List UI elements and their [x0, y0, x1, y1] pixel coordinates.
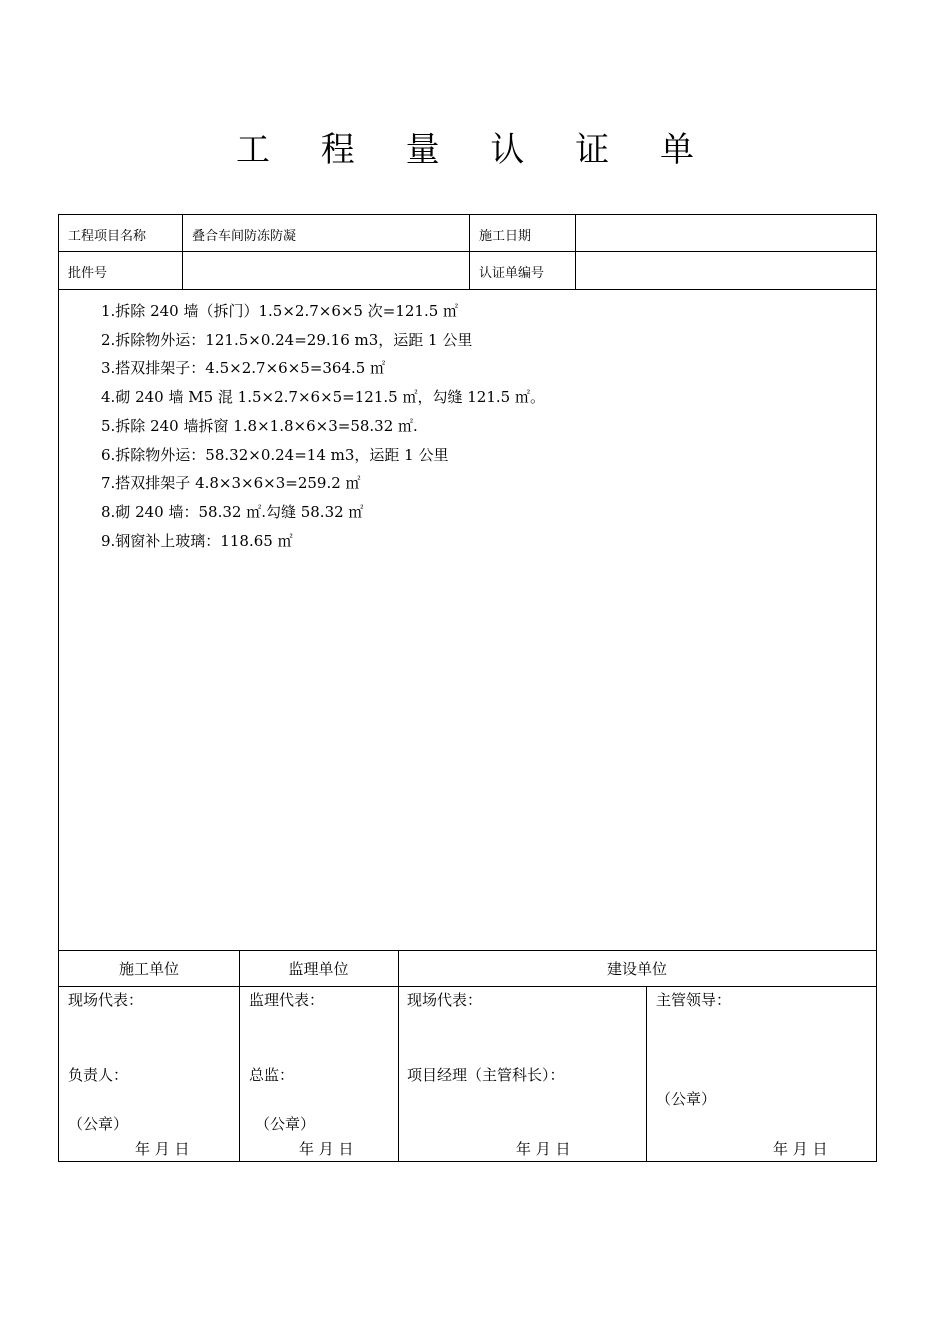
supervisor-date: 年 月 日 [299, 1140, 354, 1158]
contractor-site-rep: 现场代表： [68, 991, 144, 1009]
owner-seal: （公章） [656, 1090, 717, 1108]
work-item: 1.拆除 240 墙（拆门）1.5×2.7×6×5 次=121.5 ㎡ [101, 302, 459, 320]
owner-project-manager: 项目经理（主管科长）： [407, 1066, 565, 1084]
page-title: 工 程 量 认 证 单 [235, 130, 715, 170]
work-item: 4.砌 240 墙 M5 混 1.5×2.7×6×5=121.5 ㎡，勾缝 121.5 ㎡。 [101, 388, 545, 407]
contractor-responsible: 负责人： [68, 1066, 129, 1084]
supervisor-header: 监理单位 [288, 960, 349, 978]
certificate-no-label: 认证单编号 [479, 266, 545, 281]
sig-divider-3 [646, 986, 647, 1161]
project-name-label: 工程项目名称 [68, 229, 147, 244]
supervisor-chief: 总监： [249, 1066, 295, 1084]
owner-site-rep: 现场代表： [407, 991, 483, 1009]
project-name-value: 叠合车间防冻防凝 [192, 229, 297, 244]
work-items-list [101, 297, 545, 555]
row-divider-4 [59, 986, 876, 987]
col-divider-b [469, 215, 470, 289]
supervisor-rep: 监理代表： [249, 991, 325, 1009]
work-item: 8.砌 240 墙：58.32 ㎡.勾缝 58.32 ㎡ [101, 502, 364, 521]
owner-date-2: 年 月 日 [773, 1140, 828, 1158]
contractor-header: 施工单位 [118, 960, 179, 978]
work-item: 9.钢窗补上玻璃：118.65 ㎡ [101, 531, 293, 550]
certificate-form [58, 214, 877, 1162]
owner-leader: 主管领导： [656, 991, 732, 1009]
owner-date-1: 年 月 日 [516, 1140, 571, 1158]
sig-divider-1 [239, 950, 240, 1161]
construction-date-label: 施工日期 [479, 229, 532, 244]
work-item: 5.拆除 240 墙拆窗 1.8×1.8×6×3=58.32 ㎡. [101, 416, 418, 435]
contractor-seal: （公章） [68, 1115, 129, 1133]
row-divider-3 [59, 950, 876, 951]
col-divider-c [575, 215, 576, 289]
contractor-date: 年 月 日 [135, 1140, 190, 1158]
sig-divider-2 [398, 950, 399, 1161]
col-divider-a [182, 215, 183, 289]
work-item: 2.拆除物外运：121.5×0.24=29.16 m3，运距 1 公里 [101, 330, 473, 349]
work-item: 3.搭双排架子：4.5×2.7×6×5=364.5 ㎡ [101, 359, 386, 378]
approval-no-label: 批件号 [68, 266, 108, 281]
supervisor-seal: （公章） [255, 1115, 316, 1133]
work-item: 7.搭双排架子 4.8×3×6×3=259.2 ㎡ [101, 474, 361, 493]
work-item: 6.拆除物外运：58.32×0.24=14 m3，运距 1 公里 [101, 445, 449, 464]
row-divider-2 [59, 289, 876, 290]
owner-header: 建设单位 [606, 960, 667, 978]
